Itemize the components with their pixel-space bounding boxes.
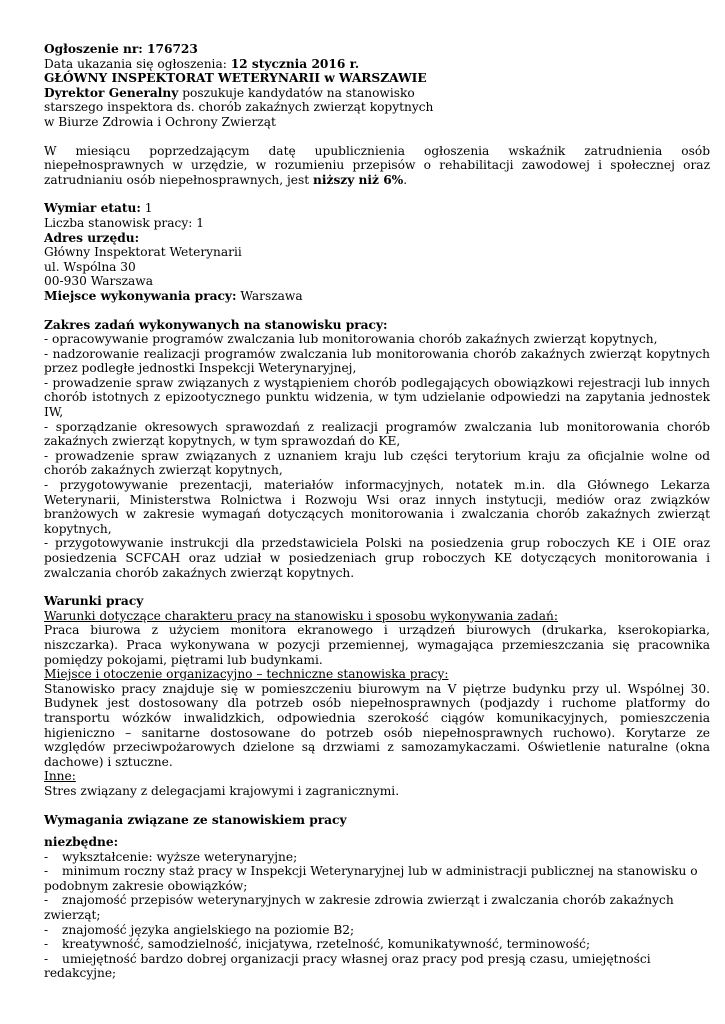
office-address-line2: ul. Wspólna 30 (44, 259, 136, 274)
disability-employment-note (44, 144, 710, 188)
date-value: 12 stycznia 2016 r. (230, 56, 360, 71)
task-item: - prowadzenie spraw związanych z wystąpieniem chorób podlegających obowiązkowi rejestracji lub innych chorób istotnych z epizootycznego punktu widzenia, w tym udzielanie odpowiedzi na zapytania jednostek IW, (44, 375, 710, 420)
conditions-environment-title: Miejsce i otoczenie organizacyjno – techniczne stanowiska pracy: (44, 667, 449, 682)
job-size-value: 1 (140, 201, 153, 216)
institution-name: GŁÓWNY INSPEKTORAT WETERYNARII w WARSZAWIE (44, 71, 427, 86)
task-item: - przygotowywanie prezentacji, materiałów informacyjnych, notatek m.in. dla Głównego Lekarza Weterynarii, Ministerstwa Rolnictwa i Rozwoju Wsi oraz innych instytucji, mediów oraz związków branżowych w zakresie wymagań dotyczących monitorowania i zwalczania chorób zakaźnych zwierząt kopytnych, (44, 478, 710, 536)
workplace (44, 289, 710, 304)
workplace-value: Warszawa (236, 288, 303, 303)
job-size (44, 201, 710, 216)
requirement-item: - umiejętność bardzo dobrej organizacji pracy własnej oraz pracy pod presją czasu, umiejętności redakcyjne; (44, 951, 651, 981)
job-announcement (44, 42, 710, 981)
announcement-date (44, 57, 710, 72)
conditions-nature-text: Praca biurowa z użyciem monitora ekranowego i urządzeń biurowych (drukarka, kserokopiarka, niszczarka). Praca wykonywana w pozycji przemiennej, wymagająca przemieszczania się pracownika pomiędzy pokojami, piętrami lub budynkami. (44, 623, 710, 667)
requirement-item: - znajomość języka angielskiego na poziomie B2; (44, 922, 355, 937)
task-item: - przygotowywanie instrukcji dla przedstawiciela Polski na posiedzenia grup roboczych KE i OIE oraz posiedzenia SCFCAH oraz udział w posiedzeniach grup roboczych KE dotyczących monitorowania i zwalczania chorób zakaźnych zwierząt kopytnych. (44, 536, 710, 580)
workplace-label: Miejsce wykonywania pracy: (44, 288, 237, 303)
director-line (44, 86, 710, 101)
conditions-environment-text: Stanowisko pracy znajduje się w pomieszczeniu biurowym na V piętrze budynku przy ul. Wspólnej 30. Budynek jest dostosowany dla potrzeb osób niepełnosprawnych (podjazdy i ruchome platformy do transportu wózków inwalidzkich, odpowiednia szerokość ciągów komunikacyjnych, pomieszczenia higieniczno – sanitarne dostosowane do potrzeb osób niepełnosprawnych ruchowo). Korytarze ze względów przeciwpożarowych dzielone są drzwiami z samozamykaczami. Oświetlenie naturalne (okna dachowe) i sztuczne. (44, 681, 710, 769)
task-item: - nadzorowanie realizacji programów zwalczania lub monitorowania chorób zakaźnych zwierząt kopytnych przez podległe jednostki Inspekcji Weterynaryjnej, (44, 346, 710, 376)
positions-count: Liczba stanowisk pracy: 1 (44, 215, 204, 230)
conditions-heading: Warunki pracy (44, 594, 144, 609)
requirements-list (44, 850, 710, 981)
conditions-other-title: Inne: (44, 769, 76, 784)
position-title-line1: starszego inspektora ds. chorób zakaźnych zwierząt kopytnych (44, 100, 434, 115)
disability-note-bold: niższy niż 6% (313, 172, 404, 187)
date-prefix: Data ukazania się ogłoszenia: (44, 56, 231, 71)
job-size-label: Wymiar etatu: (44, 201, 141, 216)
task-item: - sporządzanie okresowych sprawozdań z realizacji programów zwalczania lub monitorowania chorób zakaźnych zwierząt kopytnych, w tym sprawozdań do KE, (44, 419, 710, 449)
tasks-list (44, 332, 710, 580)
director-title: Dyrektor Generalny (44, 85, 179, 100)
requirements-mandatory-label: niezbędne: (44, 835, 119, 850)
director-text: poszukuje kandydatów na stanowisko (178, 85, 415, 100)
office-address-line1: Główny Inspektorat Weterynarii (44, 245, 242, 260)
position-title-line2: w Biurze Zdrowia i Ochrony Zwierząt (44, 114, 276, 129)
conditions-other-text: Stres związany z delegacjami krajowymi i zagranicznymi. (44, 783, 400, 798)
office-address-line3: 00-930 Warszawa (44, 274, 153, 289)
office-address-label: Adres urzędu: (44, 230, 140, 245)
disability-note-text: W miesiącu poprzedzającym datę upublicznienia ogłoszenia wskaźnik zatrudnienia osób niepełnosprawnych w urzędzie, w rozumieniu przepisów o rehabilitacji zawodowej i społecznej oraz zatrudnianiu osób niepełnosprawnych, jest (44, 143, 710, 187)
requirement-item: - kreatywność, samodzielność, inicjatywa, rzetelność, komunikatywność, terminowość; (44, 937, 591, 952)
tasks-heading: Zakres zadań wykonywanych na stanowisku pracy: (44, 317, 388, 332)
task-item: - prowadzenie spraw związanych z uznaniem kraju lub części terytorium kraju za oficjalnie wolne od chorób zakaźnych zwierząt kopytnych, (44, 448, 710, 478)
requirement-item: - minimum roczny staż pracy w Inspekcji Weterynaryjnej lub w administracji publicznej na stanowisku o podobnym zakresie obowiązków; (44, 864, 698, 893)
conditions-nature-title: Warunki dotyczące charakteru pracy na stanowisku i sposobu wykonywania zadań: (44, 608, 558, 623)
requirements-heading: Wymagania związane ze stanowiskiem pracy (44, 812, 347, 827)
requirement-item: - wykształcenie: wyższe weterynaryjne; (44, 849, 298, 864)
announcement-number: Ogłoszenie nr: 176723 (44, 42, 198, 56)
requirement-item: - znajomość przepisów weterynaryjnych w zakresie zdrowia zwierząt i zwalczania chorób zakaźnych zwierząt; (44, 893, 674, 923)
task-item: - opracowywanie programów zwalczania lub monitorowania chorób zakaźnych zwierząt kopytnych, (44, 332, 658, 347)
disability-note-end: . (403, 172, 408, 187)
